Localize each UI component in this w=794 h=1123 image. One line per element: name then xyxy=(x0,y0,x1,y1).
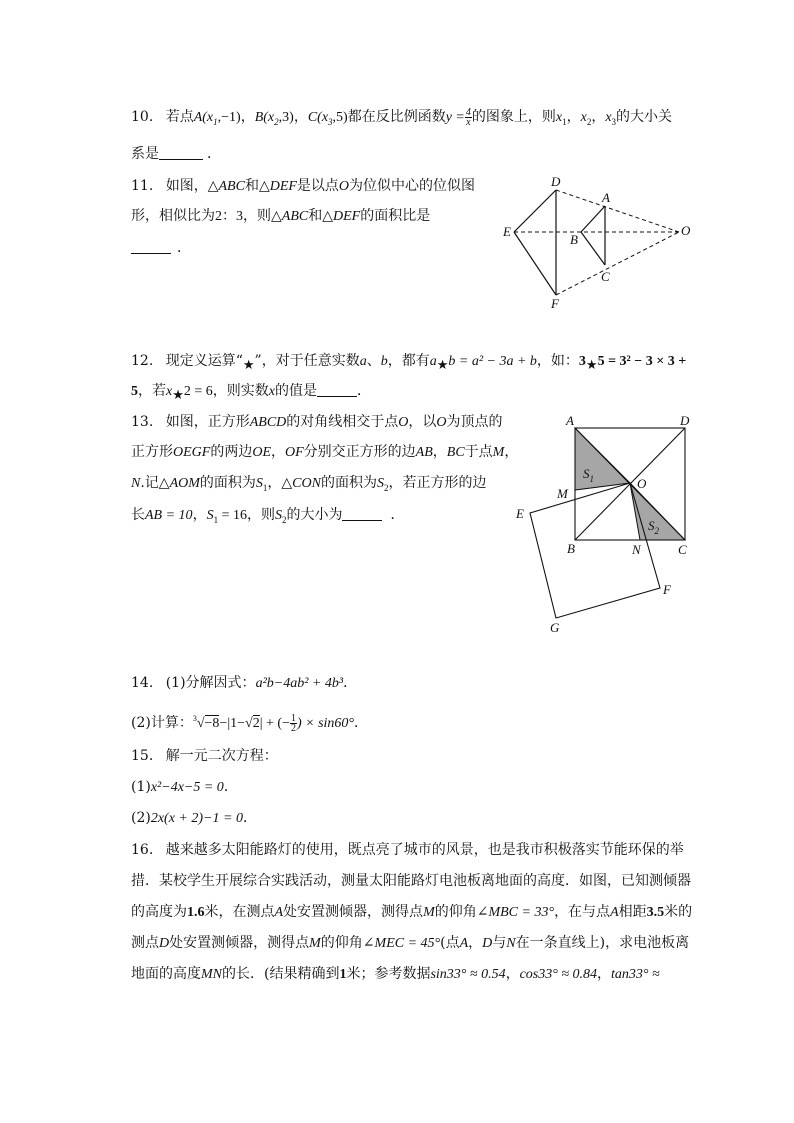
q15-line2: (1)x²−4x−5 = 0． xyxy=(131,779,238,795)
question-number: 16. xyxy=(131,842,154,858)
label-S1: $S_1$ xyxy=(583,466,594,484)
label-O: O xyxy=(681,223,691,238)
root-sign: √ xyxy=(196,716,205,731)
q10-line1: 10. 若点$A(x_1,-1)$，$B(x_2,3)$，$C(x_3,5)$都在反比例函数y = $\frac{4}{x}$ 的图象上，则$x_1$，$x_2$，$x_3$的大小关 xyxy=(131,106,673,128)
q15-line3: (2)2x(x + 2)−1 = 0． xyxy=(131,810,257,826)
q13-line1: 13. 如图，正方形ABCD的对角线相交于点O，以O为顶点的 xyxy=(131,414,503,430)
label-C: C xyxy=(601,269,610,284)
label-D: D xyxy=(551,174,561,189)
question-number: 14. xyxy=(131,675,154,691)
label-N: N xyxy=(632,542,641,557)
label-B: B xyxy=(567,541,575,556)
label-O: O xyxy=(637,476,647,491)
label-M: M xyxy=(557,486,568,501)
q12-line2: 5，若$x_★2 = 6$，则实数x的值是 ． xyxy=(131,383,371,403)
label-G: G xyxy=(550,620,560,635)
question-number: 15. xyxy=(131,748,154,764)
question-number: 12. xyxy=(131,353,154,369)
q16-line2: 措．某校学生开展综合实践活动，测量太阳能路灯电池板离地面的高度．如图，已知测倾器 xyxy=(131,873,691,889)
label-D: D xyxy=(680,413,690,428)
q16-line3: 的高度为1.6米，在测点A处安置测倾器，测得点M的仰角∠MBC = 33°，在与点A相距3.5米的 xyxy=(131,904,693,920)
fraction-one-half: $\frac{1}{2}$ xyxy=(290,712,296,734)
q16-line1: 16. 越来越多太阳能路灯的使用，既点亮了城市的风景，也是我市积极落实节能环保的举 xyxy=(131,842,684,858)
label-E: E xyxy=(516,506,524,521)
label-F: F xyxy=(663,582,671,597)
fraction-4-over-x: $\frac{4}{x}$ xyxy=(465,106,471,128)
q14-line2: (2)计算：$^3$√−8−|1−√2| + (− $\frac{1}{2}$ ) × sin60°． xyxy=(131,712,369,734)
question-number: 11. xyxy=(131,178,154,194)
q10-line2: 系是 ． xyxy=(131,146,221,162)
q16-line4: 测点D处安置测倾器，测得点M的仰角∠MEC = 45°(点A，D与N在一条直线上)，求电池板离 xyxy=(131,935,690,951)
root-sign: √ xyxy=(245,716,253,731)
label-E: E xyxy=(503,224,511,239)
q12-line1: 12. 现定义运算“$_★$”，对于任意实数a、b，都有$a_★b = a^2 - 3a + b$，如：$3_★5 = 3^2 - 3 \times 3$ + xyxy=(131,353,687,373)
label-F: F xyxy=(551,296,559,311)
label-S2: $S_2$ xyxy=(648,518,659,536)
q11-line1: 11. 如图，△ABC和△DEF是以点O为位似中心的位似图 xyxy=(131,178,476,194)
question-number: 10. xyxy=(131,109,154,125)
q13-line2: 正方形OEGF的两边OE，OF分别交正方形的边AB，BC于点M， xyxy=(131,444,519,460)
q11-line3: ． xyxy=(131,238,191,258)
q11-line2: 形，相似比为2：3，则△ABC和△DEF的面积比是 xyxy=(131,208,431,224)
q16-line5: 地面的高度MN的长．(结果精确到1米；参考数据sin33° ≈ 0.54，cos33° ≈ 0.84，tan33° ≈ xyxy=(131,966,660,982)
q13-line3: N.记△AOM的面积为$S_1$，△CON的面积为$S_2$，若正方形的边 xyxy=(131,475,487,493)
question-number: 13. xyxy=(131,414,154,430)
label-C: C xyxy=(678,542,687,557)
q13-line4: 长AB = 10，$S_1 = 16$，则$S_2$的大小为 ． xyxy=(131,507,405,525)
label-A: A xyxy=(566,413,574,428)
q14-line1: 14. (1)分解因式：a²b−4ab² + 4b³． xyxy=(131,675,358,691)
label-A: A xyxy=(602,190,610,205)
q15-line1: 15. 解一元二次方程： xyxy=(131,748,278,764)
label-B: B xyxy=(570,232,578,247)
